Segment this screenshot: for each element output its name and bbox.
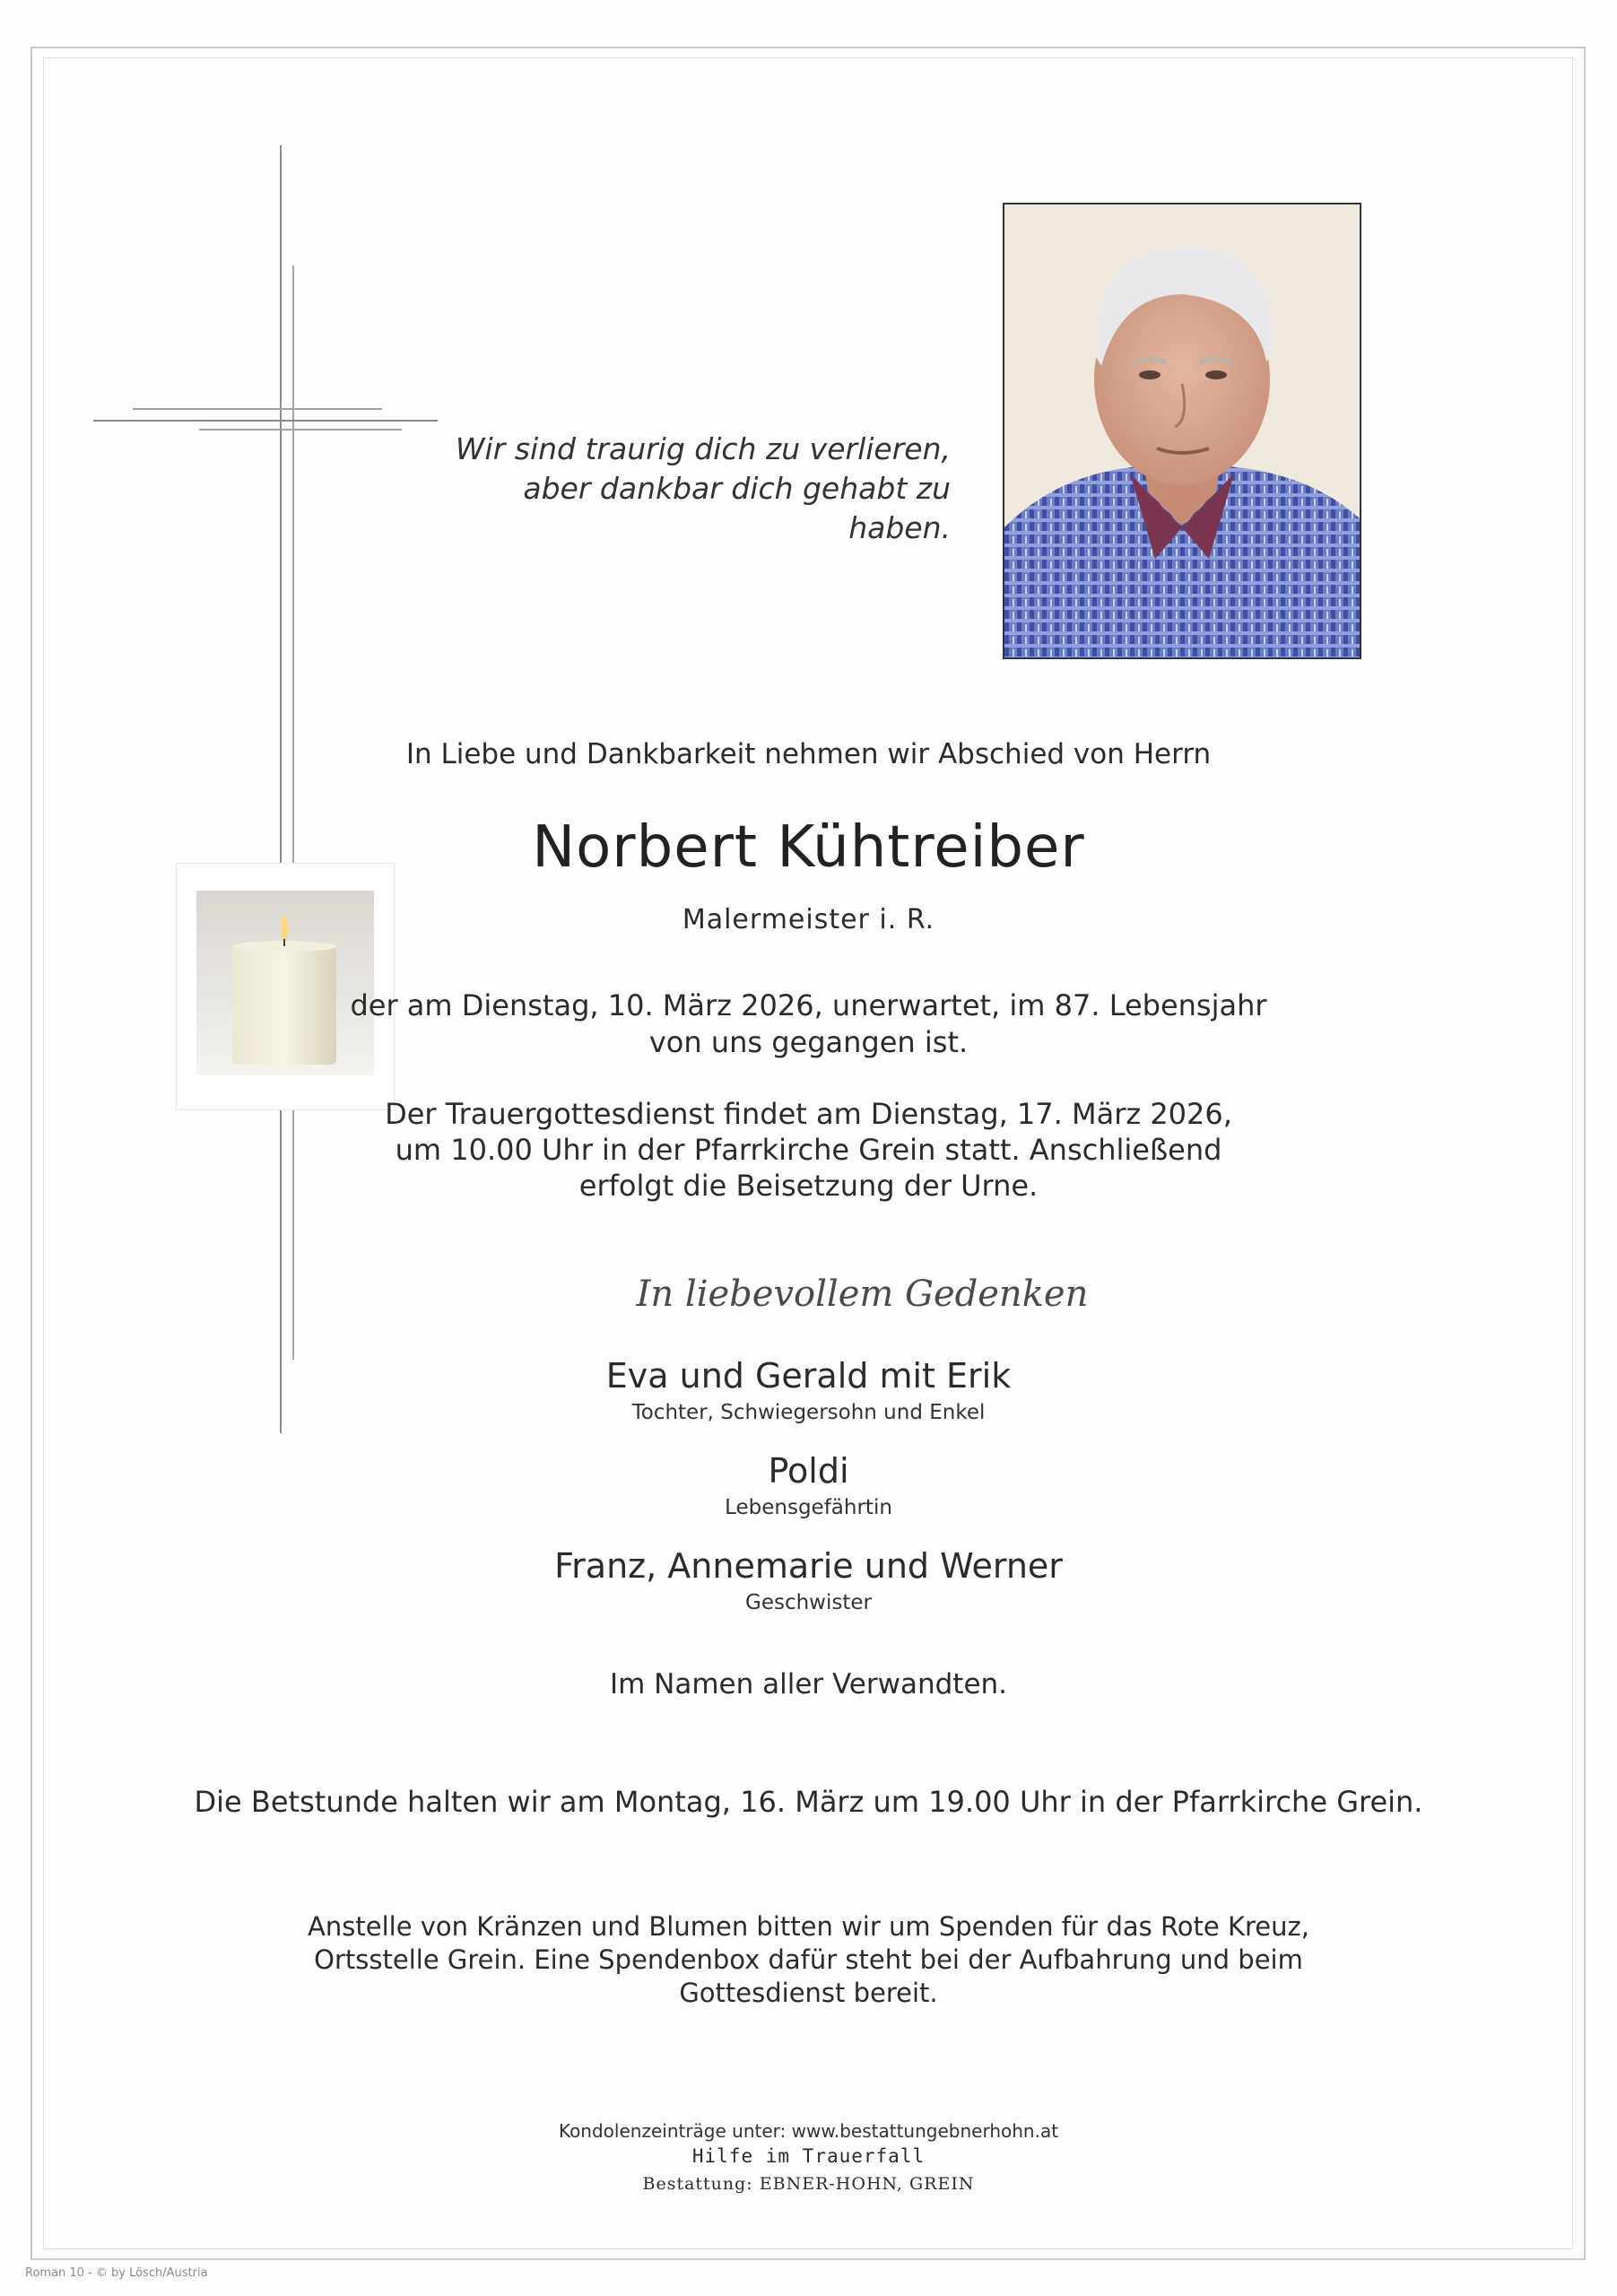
service-notice xyxy=(0,1096,1617,1204)
donation-line-1: Anstelle von Kränzen und Blumen bitten wir um Spenden für das Rote Kreuz, xyxy=(308,1911,1309,1942)
candle-image xyxy=(176,863,395,1110)
prayer-hour: Die Betstunde halten wir am Montag, 16. März um 19.00 Uhr in der Pfarrkirche Grein. xyxy=(194,1785,1423,1819)
deceased-title: Malermeister i. R. xyxy=(682,904,935,935)
portrait-photo xyxy=(1003,203,1361,659)
service-line-1: Der Trauergottesdienst findet am Dienstag, 17. März 2026, xyxy=(385,1097,1232,1131)
relatives-line: Im Namen aller Verwandten. xyxy=(609,1668,1008,1700)
quote-line-1: Wir sind traurig dich zu verlieren, xyxy=(455,431,951,466)
mourner-relation: Lebensgefährtin xyxy=(725,1496,892,1519)
funeral-home: Bestattung: EBNER-HOHN, GREIN xyxy=(642,2174,975,2194)
mourner-relation: Tochter, Schwiegersohn und Enkel xyxy=(631,1401,986,1424)
donation-line-2: Ortsstelle Grein. Eine Spendenbox dafür steht bei der Aufbahrung und beim xyxy=(314,1944,1303,1975)
death-notice-line-2: von uns gegangen ist. xyxy=(648,1025,969,1059)
deceased-name: Norbert Kühtreiber xyxy=(532,814,1085,881)
donation-line-3: Gottesdienst bereit. xyxy=(679,1978,938,2008)
mourner-names: Poldi xyxy=(768,1451,849,1491)
quote-line-2: aber dankbar dich gehabt zu haben. xyxy=(523,471,951,545)
service-line-3: erfolgt die Beisetzung der Urne. xyxy=(578,1169,1039,1203)
donation-notice xyxy=(0,1910,1617,2010)
help-line: Hilfe im Trauerfall xyxy=(691,2145,926,2167)
mourner-names: Franz, Annemarie und Werner xyxy=(554,1546,1063,1586)
condolence-link[interactable]: Kondolenzeinträge unter: www.bestattungebnerhohn.at xyxy=(558,2120,1059,2142)
death-notice-line-1: der am Dienstag, 10. März 2026, unerwartet, im 87. Lebensjahr xyxy=(350,988,1267,1022)
intro-text: In Liebe und Dankbarkeit nehmen wir Abschied von Herrn xyxy=(405,738,1212,770)
mourner-relation: Geschwister xyxy=(745,1591,872,1614)
death-notice xyxy=(0,987,1617,1061)
print-credit: Roman 10 - © by Lösch/Austria xyxy=(25,2266,208,2280)
service-line-2: um 10.00 Uhr in der Pfarrkirche Grein statt. Anschließend xyxy=(395,1133,1222,1167)
mourner-names: Eva und Gerald mit Erik xyxy=(605,1356,1012,1396)
gedenken-heading: In liebevollem Gedenken xyxy=(636,1274,1089,1315)
